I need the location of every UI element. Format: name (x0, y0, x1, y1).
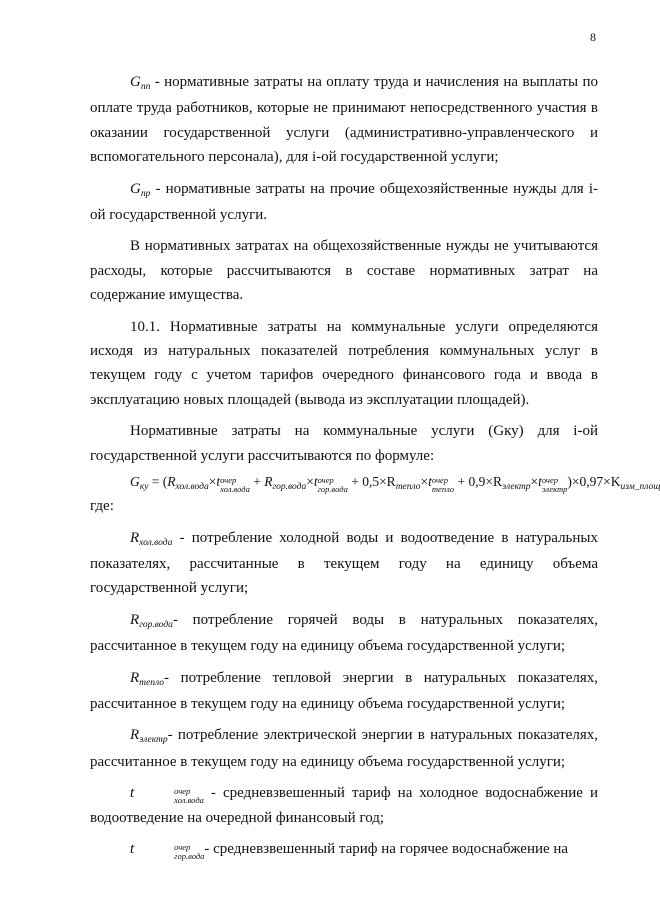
definition-elektr (90, 723, 598, 774)
paragraph-exclusion: В нормативных затратах на общехозяйственные нужды не учитываются расходы, которые рассчитываются в составе нормативных затрат на содержание имущества. (90, 238, 598, 304)
formula-term: + 0,5×R (347, 474, 396, 490)
paragraph-formula-intro: Нормативные затраты на коммунальные услуги (Gку) для i-ой государственной услуги рассчитываются по формуле: (90, 423, 598, 464)
definition-tarif-gor (90, 837, 598, 861)
symbol: R (130, 529, 140, 546)
formula-r: R (167, 474, 176, 490)
formula-times: × (530, 474, 539, 490)
symbol: G (130, 74, 141, 90)
formula-t: t (428, 474, 432, 490)
formula-t: t (216, 474, 221, 490)
formula-sub: гор.вода (272, 482, 307, 493)
superscript: очер (174, 841, 191, 852)
formula-supsub (220, 476, 250, 494)
symbol: R (130, 669, 140, 686)
where-label: где: (90, 498, 114, 515)
subscript: тепло (139, 677, 165, 688)
subscript: гор.вода (139, 619, 173, 630)
symbol: t (130, 785, 135, 802)
definition-gor-voda (90, 608, 598, 659)
paragraph-text: - нормативные затраты на оплату труда и начисления на выплаты по оплате труда работников, которые не принимают непосредственного участия в оказании государственной услуги (административно-управленческого и вспомогательного персонала), для i-ой государственной услуги; (90, 74, 598, 166)
formula-times: × (306, 474, 314, 490)
definition-tarif-hol (90, 781, 598, 830)
formula-sub: тепло (431, 484, 455, 495)
subscript: гор.вода (174, 850, 205, 861)
formula-sub: гор.вода (317, 484, 348, 495)
formula-sub: хол.вода (175, 482, 209, 493)
body-text (90, 70, 660, 861)
paragraph-text: - нормативные затраты на прочие общехозяйственные нужды для i-ой государственной услуги. (90, 180, 598, 224)
formula-supsub (318, 476, 348, 494)
superscript: очер (174, 786, 191, 797)
definition-text: - потребление тепловой энергии в натуральных показателях, рассчитанное в текущем году на единицу объема государственной услуги; (90, 669, 598, 712)
supsub (134, 787, 204, 805)
formula-sup: очер (317, 475, 334, 486)
definition-text: - потребление электрической энергии в натуральных показателях, рассчитанное в текущем году на единицу объема государственной услуги; (90, 727, 598, 770)
formula-sup: очер (541, 475, 558, 486)
formula-plus: + (249, 474, 265, 490)
formula-supsub (542, 476, 567, 494)
subscript: хол.вода (174, 795, 204, 806)
formula-t: t (538, 474, 542, 490)
symbol: t (130, 840, 135, 857)
formula-term: + 0,9×R (454, 474, 503, 490)
formula-sub: электр (541, 484, 568, 495)
formula-r: R (264, 474, 273, 490)
paragraph-10-1: 10.1. Нормативные затраты на коммунальные услуги определяются исходя из натуральных показателей потребления коммунальных услуг в текущем году с учетом тарифов очередного финансового года и ввода в эксплуатацию новых площадей (вывода из эксплуатации площадей). (90, 318, 598, 408)
paragraph-gpp (90, 70, 598, 170)
formula-tail: )×0,97×K (567, 474, 621, 490)
definition-text: - потребление холодной воды и водоотведение в натуральных показателях, рассчитанные в текущем году на единицу объема государственной услуги; (90, 529, 598, 597)
formula-sub: изм_площ (620, 482, 660, 493)
subscript: пп (140, 82, 151, 92)
formula-sub: электр (502, 482, 531, 493)
supsub (134, 843, 204, 861)
formula-sub: хол.вода (220, 484, 250, 495)
definition-text: - средневзвешенный тариф на горячее водоснабжение на (204, 840, 569, 857)
formula-eq: = ( (148, 474, 168, 490)
formula-sup: очер (431, 475, 449, 486)
subscript: хол.вода (139, 537, 173, 548)
symbol: G (130, 180, 141, 197)
definition-teplo (90, 666, 598, 717)
symbol: R (130, 727, 140, 744)
formula-lhs-sub: ку (139, 482, 149, 493)
definition-hol-voda (90, 526, 598, 601)
formula-t: t (313, 474, 318, 490)
definition-text: - средневзвешенный тариф на холодное водоснабжение и водоотведение на очередной финансовый год; (90, 785, 598, 826)
definition-text: - потребление горячей воды в натуральных показателях, рассчитанное в текущем году на единицу объема государственной услуги; (90, 611, 598, 655)
paragraph-gpr (90, 177, 598, 228)
page-number: 8 (590, 30, 596, 44)
formula-times: × (208, 474, 217, 490)
formula-times: × (420, 474, 429, 490)
formula-lhs: G (130, 474, 140, 490)
subscript: пр (140, 188, 151, 199)
symbol: R (130, 611, 140, 628)
formula (130, 472, 660, 495)
formula-sup: очер (220, 475, 237, 486)
formula-sub: тепло (395, 482, 421, 493)
formula-supsub (432, 476, 454, 494)
subscript: электр (139, 735, 168, 746)
